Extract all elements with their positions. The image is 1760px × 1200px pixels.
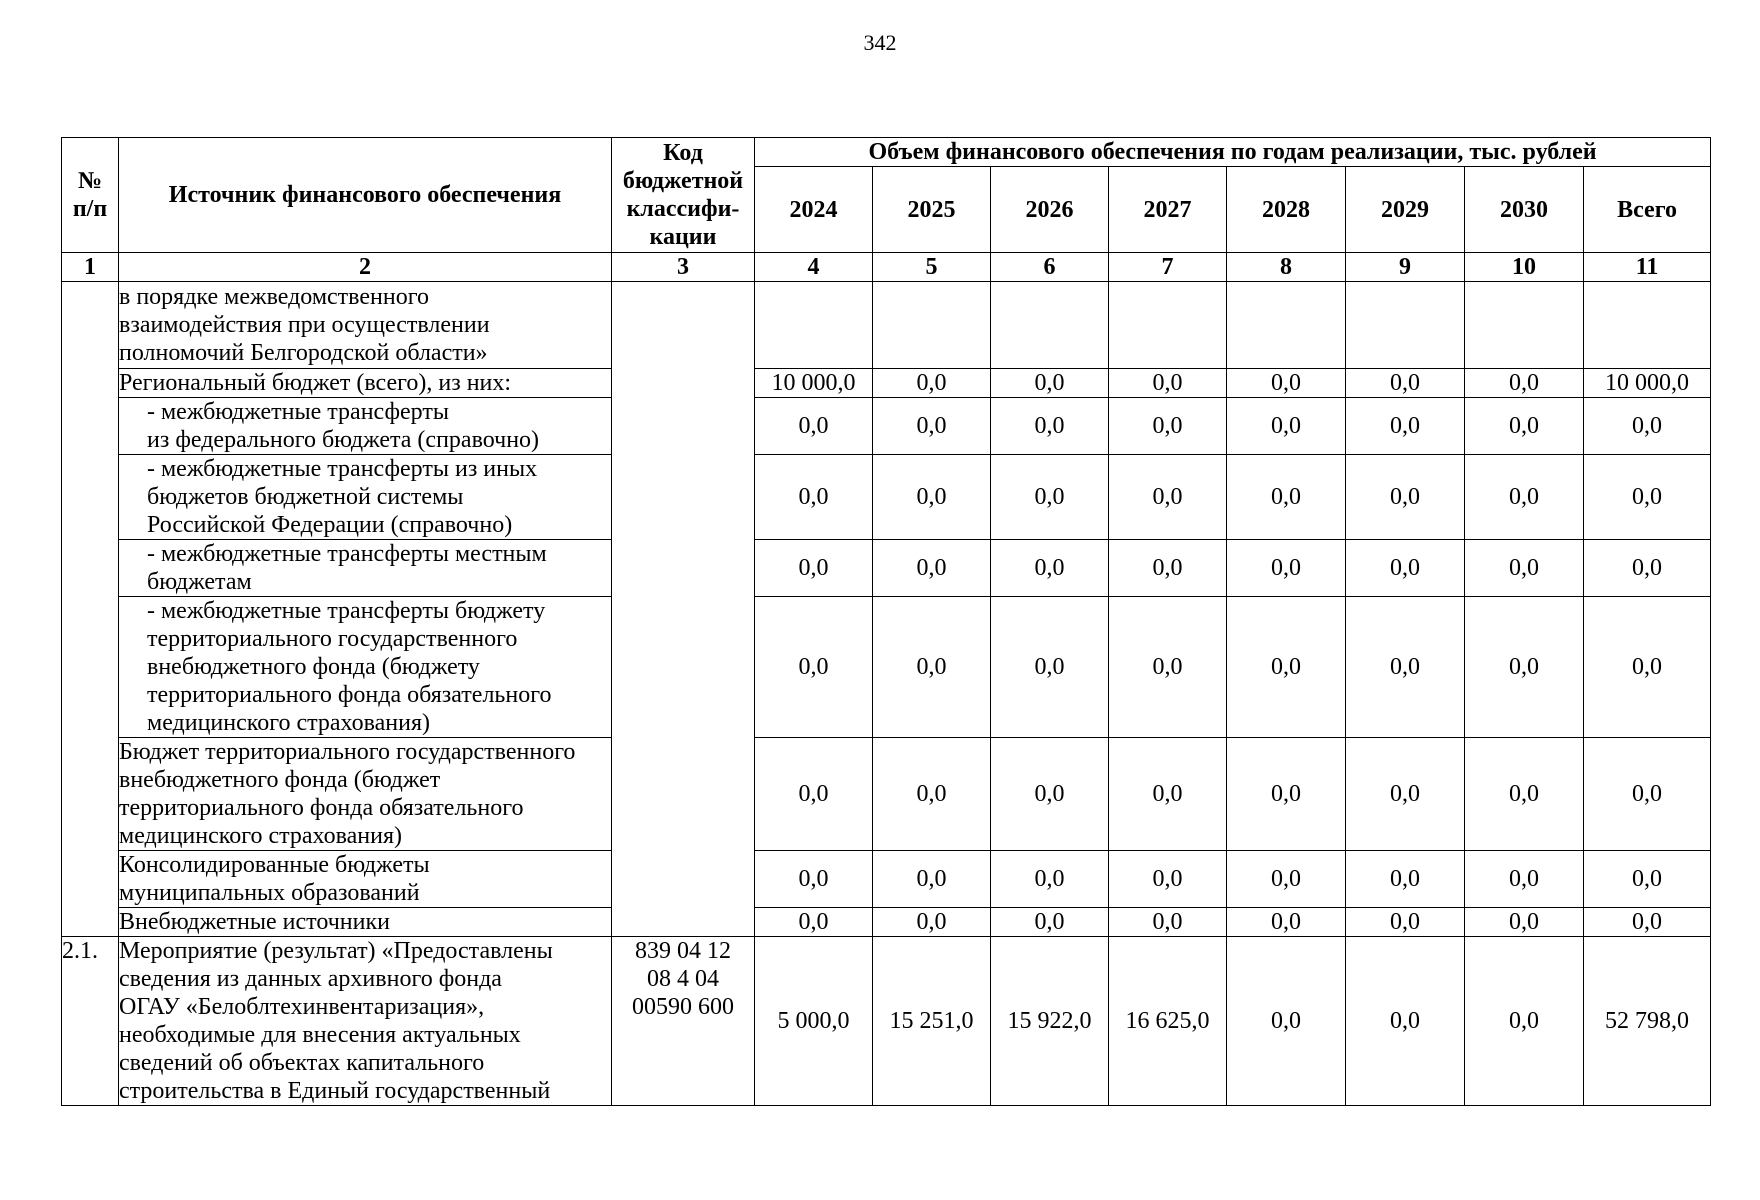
header-year: 2028: [1227, 167, 1346, 253]
total-value-cell: 0,0: [1584, 398, 1711, 455]
year-value-cell: 0,0: [1346, 597, 1465, 738]
table-row: [62, 455, 1711, 540]
year-value-cell: 0,0: [1109, 369, 1227, 398]
source-cell: Мероприятие (результат) «Предоставлены сведения из данных архивного фонда ОГАУ «Белоблтехинвентаризация», необходимые для внесения актуальных сведений об объектах капитального строительства в Единый государственный: [119, 937, 612, 1106]
year-value-cell: 0,0: [1109, 597, 1227, 738]
year-value-cell: 0,0: [755, 597, 873, 738]
source-cell: Консолидированные бюджеты муниципальных образований: [119, 851, 612, 908]
header-year: 2026: [991, 167, 1109, 253]
year-value-cell: 0,0: [873, 369, 991, 398]
year-value-cell: 0,0: [991, 851, 1109, 908]
table-body: [62, 282, 1711, 1106]
year-value-cell: [873, 282, 991, 369]
year-value-cell: 0,0: [991, 455, 1109, 540]
table-row: [62, 369, 1711, 398]
header-year: 2030: [1465, 167, 1584, 253]
year-value-cell: [1465, 282, 1584, 369]
year-value-cell: 0,0: [1465, 738, 1584, 851]
source-cell: Региональный бюджет (всего), из них:: [119, 369, 612, 398]
year-value-cell: 0,0: [1346, 398, 1465, 455]
column-number: 9: [1346, 253, 1465, 282]
year-value-cell: 0,0: [1346, 908, 1465, 937]
table-row: [62, 282, 1711, 369]
year-value-cell: 0,0: [991, 540, 1109, 597]
financing-table: [61, 137, 1711, 1106]
table-row: [62, 937, 1711, 1106]
source-cell: - межбюджетные трансферты бюджету территориального государственного внебюджетного фонда (бюджету территориального фонда обязательного медицинского страхования): [119, 597, 612, 738]
source-cell: Бюджет территориального государственного внебюджетного фонда (бюджет территориального фонда обязательного медицинского страхования): [119, 738, 612, 851]
year-value-cell: 0,0: [755, 540, 873, 597]
source-cell: - межбюджетные трансферты из федерального бюджета (справочно): [119, 398, 612, 455]
year-value-cell: 0,0: [1227, 937, 1346, 1106]
year-value-cell: 0,0: [873, 851, 991, 908]
column-number: 11: [1584, 253, 1711, 282]
page-number: 342: [863, 30, 897, 55]
year-value-cell: 0,0: [1227, 738, 1346, 851]
table-row: [62, 398, 1711, 455]
year-value-cell: 0,0: [1465, 851, 1584, 908]
year-value-cell: 0,0: [1227, 908, 1346, 937]
year-value-cell: 15 251,0: [873, 937, 991, 1106]
year-value-cell: 0,0: [1346, 455, 1465, 540]
year-value-cell: 0,0: [1465, 455, 1584, 540]
year-value-cell: 0,0: [755, 398, 873, 455]
year-value-cell: 0,0: [873, 540, 991, 597]
table-row: [62, 851, 1711, 908]
year-value-cell: 0,0: [873, 908, 991, 937]
year-value-cell: 0,0: [1346, 937, 1465, 1106]
year-value-cell: 0,0: [1465, 369, 1584, 398]
total-value-cell: 0,0: [1584, 597, 1711, 738]
year-value-cell: 0,0: [1346, 851, 1465, 908]
column-number: 7: [1109, 253, 1227, 282]
column-number: 2: [119, 253, 612, 282]
year-value-cell: 0,0: [1109, 738, 1227, 851]
total-value-cell: 0,0: [1584, 455, 1711, 540]
year-value-cell: 0,0: [1109, 398, 1227, 455]
year-value-cell: 0,0: [1465, 937, 1584, 1106]
table-row: [62, 540, 1711, 597]
header-year: 2024: [755, 167, 873, 253]
total-value-cell: 0,0: [1584, 851, 1711, 908]
column-number: 3: [612, 253, 755, 282]
year-value-cell: [1109, 282, 1227, 369]
header-col-source: Источник финансового обеспечения: [119, 138, 612, 253]
column-number: 8: [1227, 253, 1346, 282]
year-value-cell: 0,0: [991, 908, 1109, 937]
year-value-cell: 0,0: [1465, 540, 1584, 597]
total-value-cell: 0,0: [1584, 738, 1711, 851]
year-value-cell: 0,0: [755, 455, 873, 540]
year-value-cell: 0,0: [1465, 398, 1584, 455]
budget-code-cell: [612, 282, 755, 937]
year-value-cell: 0,0: [1227, 455, 1346, 540]
table-row: [62, 908, 1711, 937]
source-cell: Внебюджетные источники: [119, 908, 612, 937]
year-value-cell: 0,0: [755, 738, 873, 851]
source-cell: - межбюджетные трансферты из иных бюджетов бюджетной системы Российской Федерации (справочно): [119, 455, 612, 540]
budget-code-cell: 839 04 12 08 4 04 00590 600: [612, 937, 755, 1106]
header-col-no: № п/п: [62, 138, 119, 253]
year-value-cell: 0,0: [991, 597, 1109, 738]
year-value-cell: 0,0: [1465, 597, 1584, 738]
header-total: Всего: [1584, 167, 1711, 253]
year-value-cell: 0,0: [1109, 851, 1227, 908]
year-value-cell: [991, 282, 1109, 369]
year-value-cell: 0,0: [755, 851, 873, 908]
year-value-cell: [1346, 282, 1465, 369]
year-value-cell: 0,0: [1227, 369, 1346, 398]
year-value-cell: 0,0: [1346, 369, 1465, 398]
year-value-cell: 0,0: [873, 738, 991, 851]
header-year: 2025: [873, 167, 991, 253]
source-cell: - межбюджетные трансферты местным бюджетам: [119, 540, 612, 597]
header-year: 2027: [1109, 167, 1227, 253]
column-number: 6: [991, 253, 1109, 282]
year-value-cell: 0,0: [991, 398, 1109, 455]
year-value-cell: 0,0: [873, 597, 991, 738]
row-number-cell: [62, 282, 119, 937]
year-value-cell: 5 000,0: [755, 937, 873, 1106]
year-value-cell: 0,0: [991, 738, 1109, 851]
year-value-cell: [1227, 282, 1346, 369]
column-number: 1: [62, 253, 119, 282]
year-value-cell: 16 625,0: [1109, 937, 1227, 1106]
year-value-cell: 0,0: [1227, 597, 1346, 738]
column-number: 5: [873, 253, 991, 282]
year-value-cell: 0,0: [1227, 851, 1346, 908]
header-col-code: Код бюджетной классифи- кации: [612, 138, 755, 253]
year-value-cell: 0,0: [1109, 540, 1227, 597]
year-value-cell: 0,0: [1346, 540, 1465, 597]
table-header: [62, 138, 1711, 282]
total-value-cell: 0,0: [1584, 540, 1711, 597]
year-value-cell: [755, 282, 873, 369]
year-value-cell: 0,0: [991, 369, 1109, 398]
year-value-cell: 0,0: [873, 455, 991, 540]
total-value-cell: 0,0: [1584, 908, 1711, 937]
year-value-cell: 10 000,0: [755, 369, 873, 398]
column-number: 10: [1465, 253, 1584, 282]
year-value-cell: 0,0: [1109, 455, 1227, 540]
column-number: 4: [755, 253, 873, 282]
year-value-cell: 0,0: [755, 908, 873, 937]
total-value-cell: 10 000,0: [1584, 369, 1711, 398]
year-value-cell: 0,0: [1109, 908, 1227, 937]
year-value-cell: 15 922,0: [991, 937, 1109, 1106]
year-value-cell: 0,0: [1465, 908, 1584, 937]
year-value-cell: 0,0: [1227, 540, 1346, 597]
row-number-cell: 2.1.: [62, 937, 119, 1106]
table-row: [62, 597, 1711, 738]
header-col-volume: Объем финансового обеспечения по годам реализации, тыс. рублей: [755, 138, 1711, 167]
source-cell: в порядке межведомственного взаимодействия при осуществлении полномочий Белгородской области»: [119, 282, 612, 369]
total-value-cell: [1584, 282, 1711, 369]
header-year: 2029: [1346, 167, 1465, 253]
total-value-cell: 52 798,0: [1584, 937, 1711, 1106]
header-numbers-row: [62, 253, 1711, 282]
table-row: [62, 738, 1711, 851]
year-value-cell: 0,0: [873, 398, 991, 455]
year-value-cell: 0,0: [1227, 398, 1346, 455]
year-value-cell: 0,0: [1346, 738, 1465, 851]
